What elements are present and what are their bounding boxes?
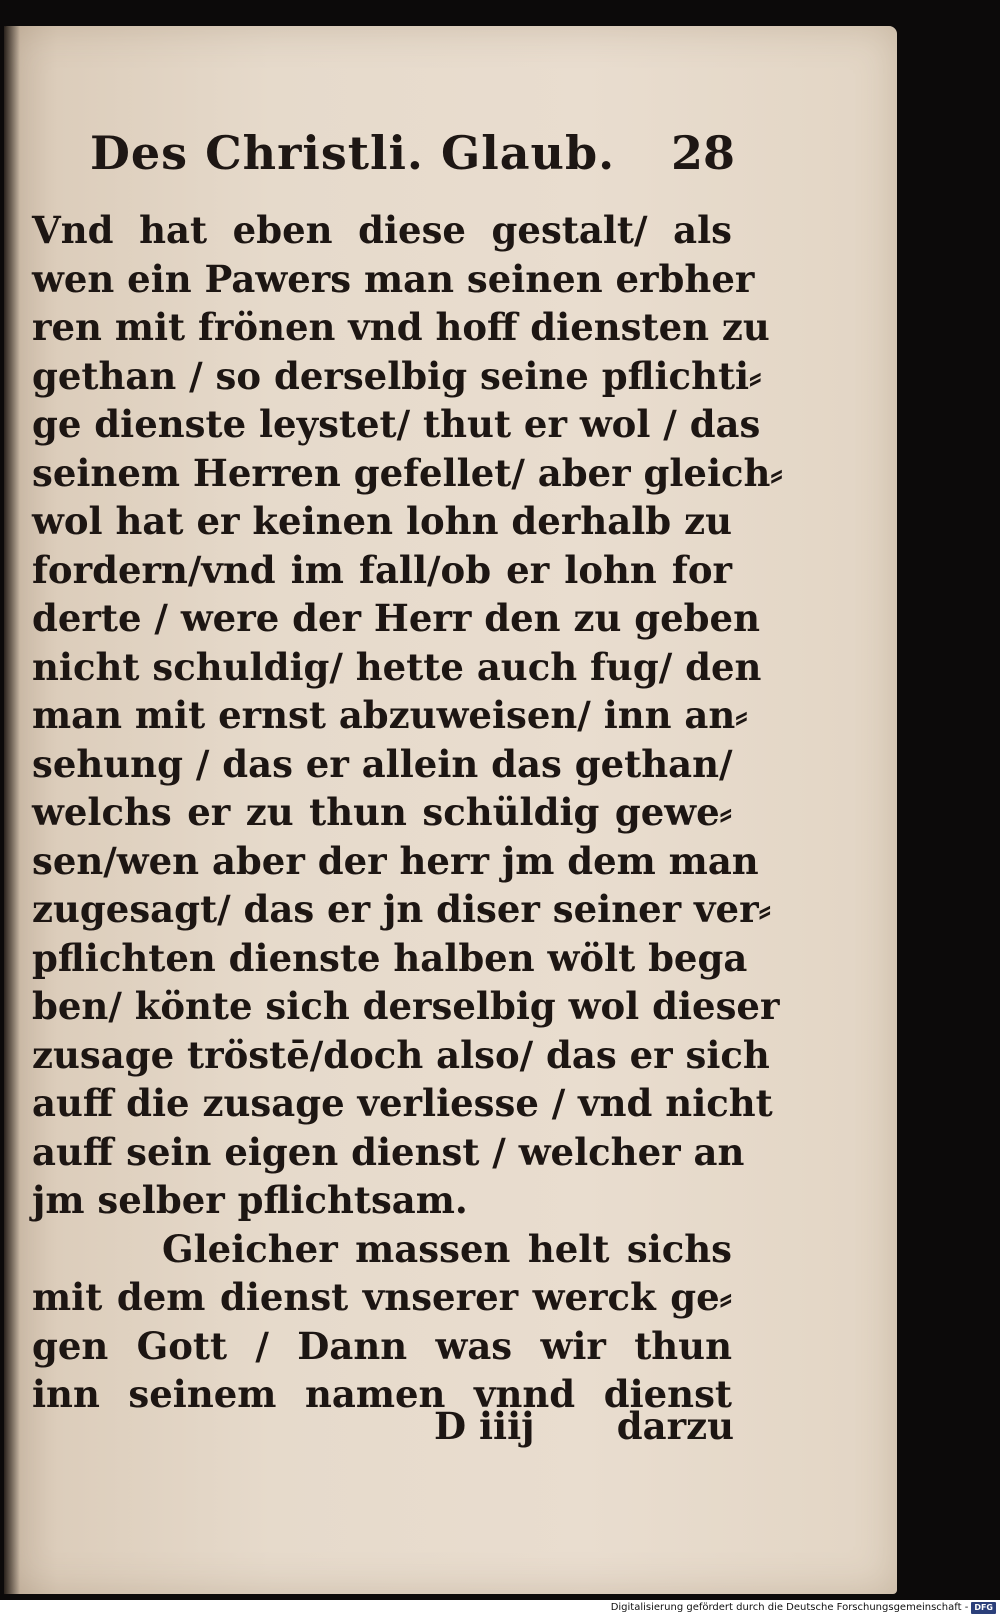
text-line: gethan / so derselbig seine pflichti⸗ [32, 353, 762, 398]
footer-credit: Digitalisierung gefördert durch die Deutsche Forschungsgemeinschaft - [610, 1602, 969, 1613]
text-line: mit dem dienst vnserer werck ge⸗ [32, 1275, 732, 1319]
text-line: ben/ könte sich derselbig wol dieser [32, 984, 780, 1028]
text-line: seinem Herren gefellet/ aber gleich⸗ [32, 450, 783, 495]
text-line: zusage tröstē/doch also/ das er sich [32, 1032, 770, 1077]
catchword: darzu [616, 1404, 734, 1448]
text-line: derte / were der Herr den zu geben [32, 596, 760, 640]
text-line: inn seinem namen vnnd dienst [32, 1372, 732, 1416]
signature-mark: D iiij [434, 1404, 535, 1448]
text-line: man mit ernst abzuweisen/ inn an⸗ [32, 693, 748, 737]
text-line: gen Gott / Dann was wir thun [32, 1323, 732, 1368]
text-line: ge dienste leystet/ thut er wol / das [32, 402, 761, 446]
text-line: sehung / das er allein das gethan/ [32, 741, 733, 786]
catchword-line [434, 1404, 734, 1454]
text-line: fordern/vnd im fall/ob er lohn for [32, 547, 732, 592]
page-number: 28 [670, 126, 735, 180]
text-line: nicht schuldig/ hette auch fug/ den [32, 644, 762, 689]
text-line: wen ein Pawers man seinen erbher [32, 256, 755, 301]
page-gutter [4, 26, 20, 1594]
body-text [32, 206, 783, 1419]
page-header [90, 126, 735, 202]
text-line: sen/wen aber der herr jm dem man [32, 838, 759, 883]
text-line: pflichten dienste halben wölt bega [32, 935, 748, 980]
text-line: auff sein eigen dienst / welcher an [32, 1129, 745, 1174]
text-line: Vnd hat eben diese gestalt/ als [32, 208, 732, 252]
book-page [4, 26, 897, 1594]
text-line: jm selber pflichtsam. [32, 1178, 468, 1222]
dfg-logo: DFG [971, 1602, 996, 1614]
text-line-indented: Gleicher massen helt sichs [162, 1226, 732, 1271]
running-title: Des Christli. Glaub. [90, 126, 616, 180]
text-line: ren mit frönen vnd hoff diensten zu [32, 305, 770, 349]
text-line: auff die zusage verliesse / vnd nicht [32, 1081, 773, 1125]
text-line: wol hat er keinen lohn derhalb zu [32, 499, 732, 543]
text-line: zugesagt/ das er jn diser seiner ver⸗ [32, 887, 771, 931]
digitization-footer [611, 1600, 996, 1616]
text-line: welchs er zu thun schüldig gewe⸗ [32, 790, 732, 834]
